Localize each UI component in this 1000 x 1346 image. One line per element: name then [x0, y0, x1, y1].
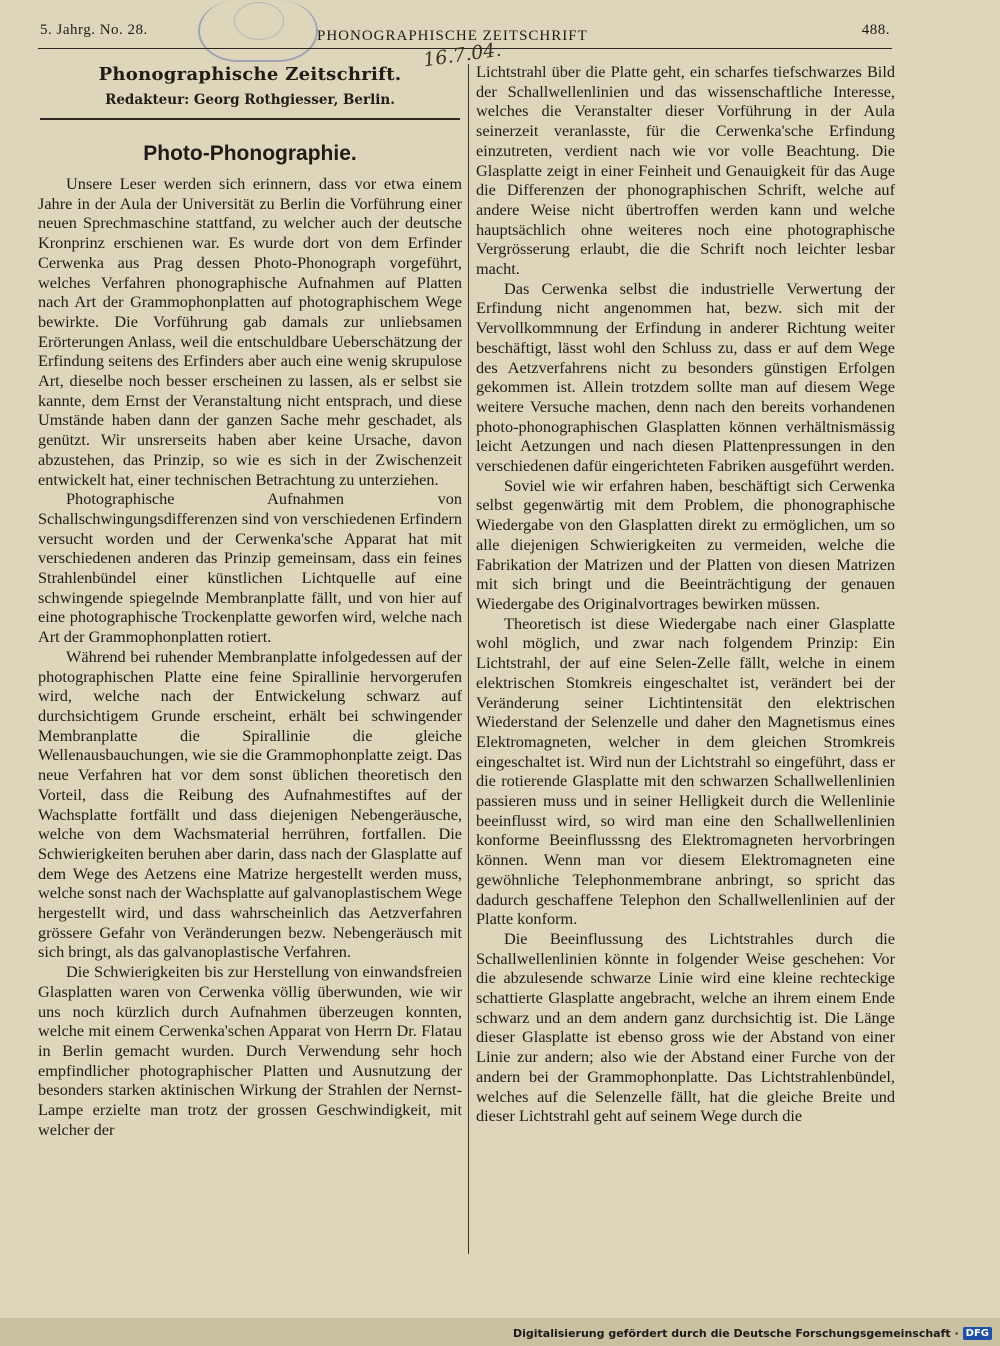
masthead-editor: Redakteur: Georg Rothgiesser, Berlin.	[105, 92, 395, 108]
credit-text: Digitalisierung gefördert durch die Deutsche Forschungsgemeinschaft ·	[512, 1327, 959, 1340]
column-divider	[468, 64, 469, 1254]
paragraph: Das Cerwenka selbst die industrielle Verwertung der Erfindung nicht angenommen hat, bezw. sich mit der Vervollkommnung der Erfindung in anderer Richtung weiter beschäftigt, lässt wohl den Schluss zu, dass er auf dem Wege des Aetzverfahrens nicht zu besonders günstigen Erfolgen gekommen ist. Allein trotzdem sollte man auf diesem Wege weitere Versuche machen, denn nach den bereits vorhandenen photo-phonographischen Glasplatten können verhältnismässig leicht Aetzungen und nach diesen Plattenpressungen in den verschiedenen dafür eingerichteten Fabriken ausgeführt werden.	[476, 278, 895, 476]
digitization-credit	[513, 1327, 992, 1340]
paragraph: Photographische Aufnahmen von Schallschwingungsdifferenzen sind von verschiedenen Erfindern versucht worden und der Cerwenka'sche Apparat hat mit verschiedenen anderen das Prinzip gemeinsam, dass ein feines Strahlenbündel einer künstlichen Lichtquelle auf eine schwingende spiegelnde Membranplatte fällt, und von hier auf eine photographische Trockenplatte geworfen wird, welche nach Art der Grammophonplatten rotiert.	[38, 489, 462, 647]
handwritten-date: 16.7.04.	[421, 38, 503, 72]
left-column	[38, 60, 462, 1139]
masthead	[38, 64, 462, 120]
journal-name: PHONOGRAPHISCHE ZEITSCHRIFT	[317, 28, 588, 44]
paragraph: Soviel wie wir erfahren haben, beschäftigt sich Cerwenka selbst gegenwärtig mit dem Problem, die phonographische Wiedergabe von den Glasplatten direkt zu ermöglichen, um so alle diejenigen Schwierigkeiten zu vermeiden, welche die Fabrikation der Matrizen und der Platten von diesen Matrizen mit sich bringt und die Beeinträchtigung der genauen Wiedergabe des Originalvortrages bewirken müssen.	[476, 475, 895, 613]
issue-label: 5. Jahrg. No. 28.	[40, 22, 148, 38]
paragraph: Die Beeinflussung des Lichtstrahles durch die Schallwellenlinien könnte in folgender Weise geschehen: Vor die abzulesende schwarze Linie wird eine kleine rechteckige schattierte Glasplatte angebracht, welche an ihrem einem Ende schwarz und an dem andern ganz durchsichtig ist. Die Länge dieser Glasplatte ist ebenso gross wie der Abstand von einer Linie zur andern; also wie der Abstand einer Furche von der andern bei der Grammophonplatte. Das Lichtstrahlenbündel, welches auf die Selenzelle fällt, hat die gleiche Breite und dieser Lichtstrahl geht auf seinem Wege durch die	[476, 928, 895, 1126]
dfg-logo: DFG	[963, 1327, 992, 1340]
paragraph: Während bei ruhender Membranplatte infolgedessen auf der photographischen Platte eine feine Spirallinie hervorgerufen wird, welche nach der Entwickelung schwarz auf durchsichtigem Grunde erscheint, erhält bei schwingender Membranplatte die Spirallinie die gleiche Wellenausbauchungen, wie sie die Grammophonplatte zeigt. Das neue Verfahren hat vor dem sonst üblichen theoretisch den Vorteil, dass die Reibung des Aufnahmestiftes auf der Wachsplatte fortfällt und dass diejenigen Nebengeräusche, welche von dem Wachsmaterial herrühren, fortfallen. Die Schwierigkeiten beruhen aber darin, dass nach der Glasplatte auf dem Wege des Aetzens eine Matrize hergestellt werden muss, welche sonst nach der Wachsplatte auf galvanoplastischem Wege hergestellt wird, und dass wahrscheinlich das Aetzverfahren grössere Gefahr von Veränderungen bezw. Nebengeräusch mit sich bringt, als das galvanoplastische Verfahren.	[38, 646, 463, 962]
paragraph: Die Schwierigkeiten bis zur Herstellung von einwandsfreien Glasplatten waren von Cerwenka völlig überwunden, wie wir uns noch kürzlich durch Aufnahmen überzeugen konnten, welche mit einem Cerwenka'schen Apparat von Herrn Dr. Flatau in Berlin gemacht wurden. Durch Verwendung sehr hoch empfindlicher photographischer Platten und Ausnutzung der besonders starken aktinischen Wirkung der Strahlen der Nernst-Lampe erzielte man trotz der grossen Geschwindigkeit, mit welcher der	[38, 962, 462, 1139]
paragraph: Theoretisch ist diese Wiedergabe nach einer Glasplatte wohl möglich, und zwar nach folgendem Prinzip: Ein Lichtstrahl, der auf eine Selen-Zelle fällt, welche in einem elektrischen Stomkreis eingeschaltet ist, verändert bei der Veränderung seiner Lichtintensität den elektrischen Wiederstand der Selenzelle und daher den Magnetismus eines Elektromagneten, welcher in dem gleichen Stromkreis eingeschaltet ist. Wird nun der Lichtstrahl so eingeführt, dass er die rotierende Glasplatte mit den schwarzen Schallwellenlinien passieren muss und in seiner Helligkeit durch die Wellenlinie beeinflusst wird, so wird man eine den Schallwellenlinien konforme Beeinflusssng des Elektromagneten hervorbringen können. Wenn man vor diesem Elektromagneten eine gewöhnliche Telephonmembrane anbringt, so spricht das dadurch geschaffene Telephon den Schallwellenlinien auf der Platte konform.	[476, 613, 895, 929]
paragraph: Unsere Leser werden sich erinnern, dass vor etwa einem Jahre in der Aula der Universität zu Berlin die Vorführung einer neuen Sprechmaschine stattfand, zu welcher auch der deutsche Kronprinz erschienen war. Es wurde dort von dem Erfinder Cerwenka aus Prag dessen Photo-Phonograph vorgeführt, welches Verfahren phonographische Aufnahmen auf Platten nach Art der Grammophonplatten auf photographischem Wege bewirkte. Die Vorführung gab damals zur unliebsamen Erörterungen Anlass, weil die entschuldbare Ueberschätzung der Erfindung seitens des Erfinders aber auch eine wenig skrupulose Art, dieselbe noch besser erscheinen zu lassen, als er selbst sie kannte, dem Ernst der Veranstaltung nicht entsprach, und diese Umstände haben dann der ganzen Sache mehr geschadet, als genützt. Wir unsrerseits haben aber keine Ursache, davon abzustehen, das Prinzip, so wie es sich in der Zwischenzeit entwickelt hat, einer technischen Betrachtung zu unterziehen.	[38, 174, 462, 489]
paragraph: Lichtstrahl über die Platte geht, ein scharfes tiefschwarzes Bild der Schallwellenlinien und das wissenschaftliche Interesse, welches die Veranstalter dieser Vorführung in der Aula seinerzeit veranlasste, für die Cerwenka'sche Erfindung einzutreten, verdient nach wie vor volle Beachtung. Die Glasplatte zeigt in einer Feinheit und Genauigkeit für das Auge die Differenzen der phonographischen Schrift, welche auf andere Weise nicht übertroffen werden kann und welche hauptsächlich ohne weiteres noch eine photographische Vergrösserung erlaubt, die die Schrift noch leichter lesbar macht.	[476, 62, 895, 279]
article-title: Photo-Phonographie.	[143, 142, 357, 165]
masthead-title: Phonographische Zeitschrift.	[98, 64, 402, 85]
masthead-rule	[40, 118, 460, 120]
page-number: 488.	[861, 22, 890, 38]
right-column	[476, 62, 895, 1126]
